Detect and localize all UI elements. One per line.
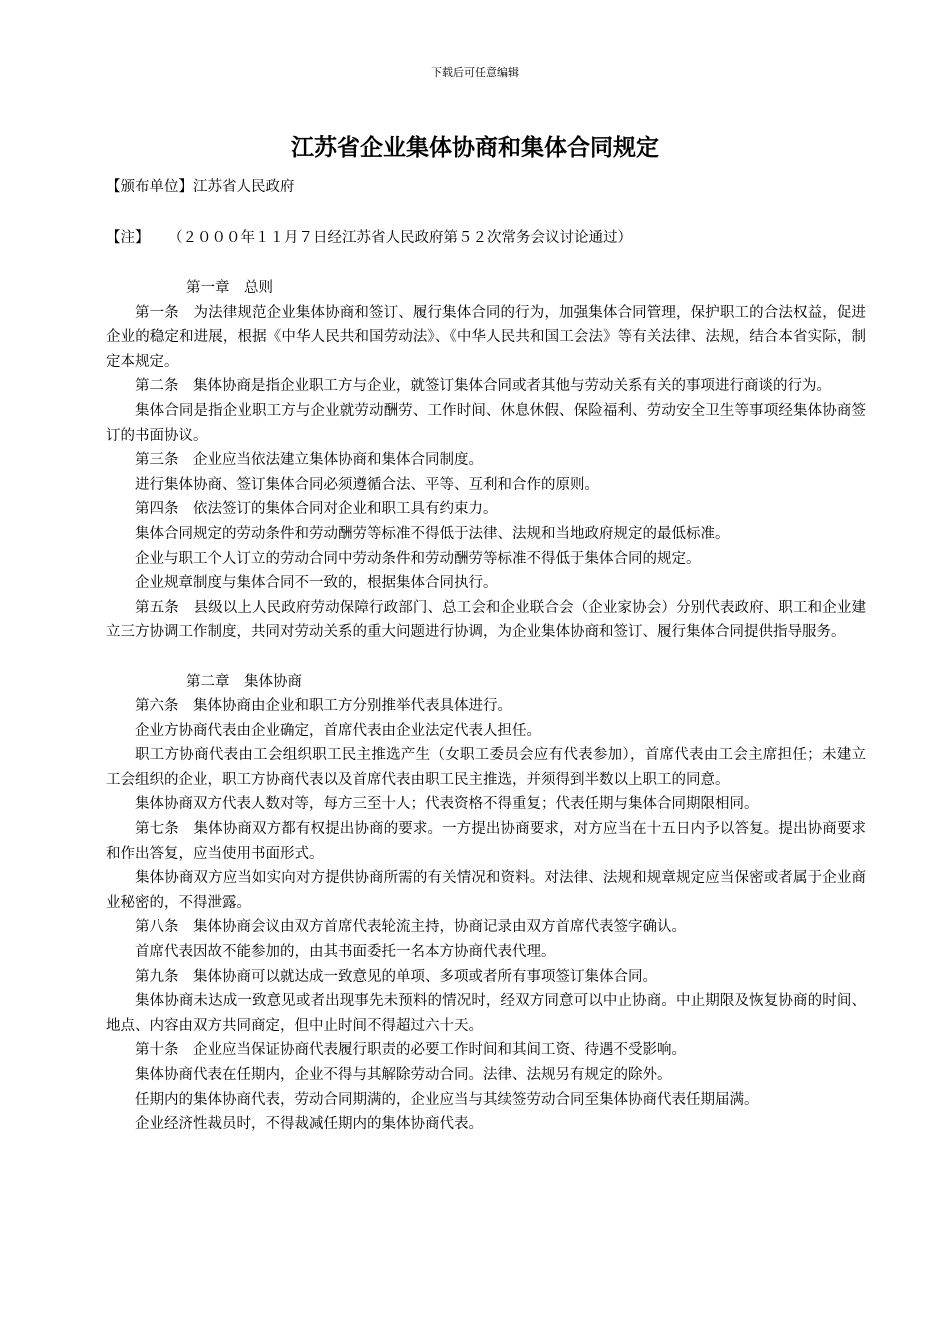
article-paragraph: 第四条 依法签订的集体合同对企业和职工具有约束力。: [135, 501, 498, 518]
article-paragraph: 集体协商代表在任期内，企业不得与其解除劳动合同。法律、法规另有规定的除外。: [135, 1067, 672, 1083]
publisher-line: 【颁布单位】江苏省人民政府: [106, 179, 295, 195]
chapter-spacer: [106, 645, 866, 670]
article-paragraph: 第八条 集体协商会议由双方首席代表轮流主持，协商记录由双方首席代表签字确认。: [135, 919, 686, 936]
article-paragraph: 企业规章制度与集体合同不一致的，根据集体合同执行。: [135, 575, 498, 592]
document-title: 江苏省企业集体协商和集体合同规定: [291, 134, 659, 161]
article-paragraph: 集体协商双方应当如实向对方提供协商所需的有关情况和资料。对法律、法规和规章规定应当保密或者属于企业商业秘密的，不得泄露。: [106, 870, 866, 911]
article-paragraph: 集体合同是指企业职工方与企业就劳动酬劳、工作时间、休息休假、保险福利、劳动安全卫生等事项经集体协商签订的书面协议。: [106, 402, 866, 444]
article-paragraph: 第三条 企业应当依法建立集体协商和集体合同制度。: [135, 452, 483, 469]
article-paragraph: 集体协商双方代表人数对等，每方三至十人；代表资格不得重复；代表任期与集体合同期限相同。: [135, 796, 759, 813]
article-paragraph: 第九条 集体协商可以就达成一致意见的单项、多项或者所有事项签订集体合同。: [135, 968, 657, 985]
chapter-heading: 第二章 集体协商: [186, 673, 302, 690]
article-paragraph: 职工方协商代表由工会组织职工民主推选产生（女职工委员会应有代表参加），首席代表由工会主席担任；未建立工会组织的企业，职工方协商代表以及首席代表由职工民主推选，并须得到半数以上职工的同意。: [106, 747, 866, 788]
article-paragraph: 集体合同规定的劳动条件和劳动酬劳等标准不得低于法律、法规和当地政府规定的最低标准。: [135, 525, 730, 542]
note-text: （２０００年１１月７日经江苏省人民政府第５２次常务会议讨论通过）: [168, 230, 632, 246]
article-paragraph: 集体协商未达成一致意见或者出现事先未预料的情况时，经双方同意可以中止协商。中止期限及恢复协商的时间、地点、内容由双方共同商定，但中止时间不得超过六十天。: [106, 993, 866, 1034]
article-paragraph: 第五条 县级以上人民政府劳动保障行政部门、总工会和企业联合会（企业家协会）分别代表政府、职工和企业建立三方协调工作制度，共同对劳动关系的重大问题进行协调，为企业集体协商和签订、履行集体合同提供指导服务。: [106, 599, 866, 641]
article-paragraph: 首席代表因故不能参加的，由其书面委托一名本方协商代表代理。: [135, 944, 556, 961]
article-paragraph: 企业经济性裁员时，不得裁减任期内的集体协商代表。: [135, 1116, 483, 1133]
chapter-heading: 第一章 总则: [186, 280, 273, 296]
document-body: [106, 276, 866, 1137]
article-paragraph: 第一条 为法律规范企业集体协商和签订、履行集体合同的行为，加强集体合同管理，保护职工的合法权益，促进企业的稳定和进展，根据《中华人民共和国劳动法》、《中华人民共和国工会法》等有关法律、法规，结合本省实际，制定本规定。: [106, 304, 866, 370]
article-paragraph: 第二条 集体协商是指企业职工方与企业，就签订集体合同或者其他与劳动关系有关的事项进行商谈的行为。: [135, 378, 831, 395]
note-line: [106, 228, 632, 248]
article-paragraph: 企业与职工个人订立的劳动合同中劳动条件和劳动酬劳等标准不得低于集体合同的规定。: [135, 550, 701, 567]
page-header-note: 下载后可任意编辑: [431, 66, 519, 79]
article-paragraph: 企业方协商代表由企业确定，首席代表由企业法定代表人担任。: [135, 722, 541, 739]
article-paragraph: 第六条 集体协商由企业和职工方分别推举代表具体进行。: [135, 698, 512, 715]
article-paragraph: 第七条 集体协商双方都有权提出协商的要求。一方提出协商要求，对方应当在十五日内予以答复。提出协商要求和作出答复，应当使用书面形式。: [106, 821, 866, 862]
article-paragraph: 第十条 企业应当保证协商代表履行职责的必要工作时间和其间工资、待遇不受影响。: [135, 1042, 686, 1059]
article-paragraph: 任期内的集体协商代表，劳动合同期满的，企业应当与其续签劳动合同至集体协商代表任期届满。: [135, 1091, 759, 1108]
note-label: 【注】: [106, 230, 150, 246]
article-paragraph: 进行集体协商、签订集体合同必须遵循合法、平等、互利和合作的原则。: [135, 476, 599, 493]
